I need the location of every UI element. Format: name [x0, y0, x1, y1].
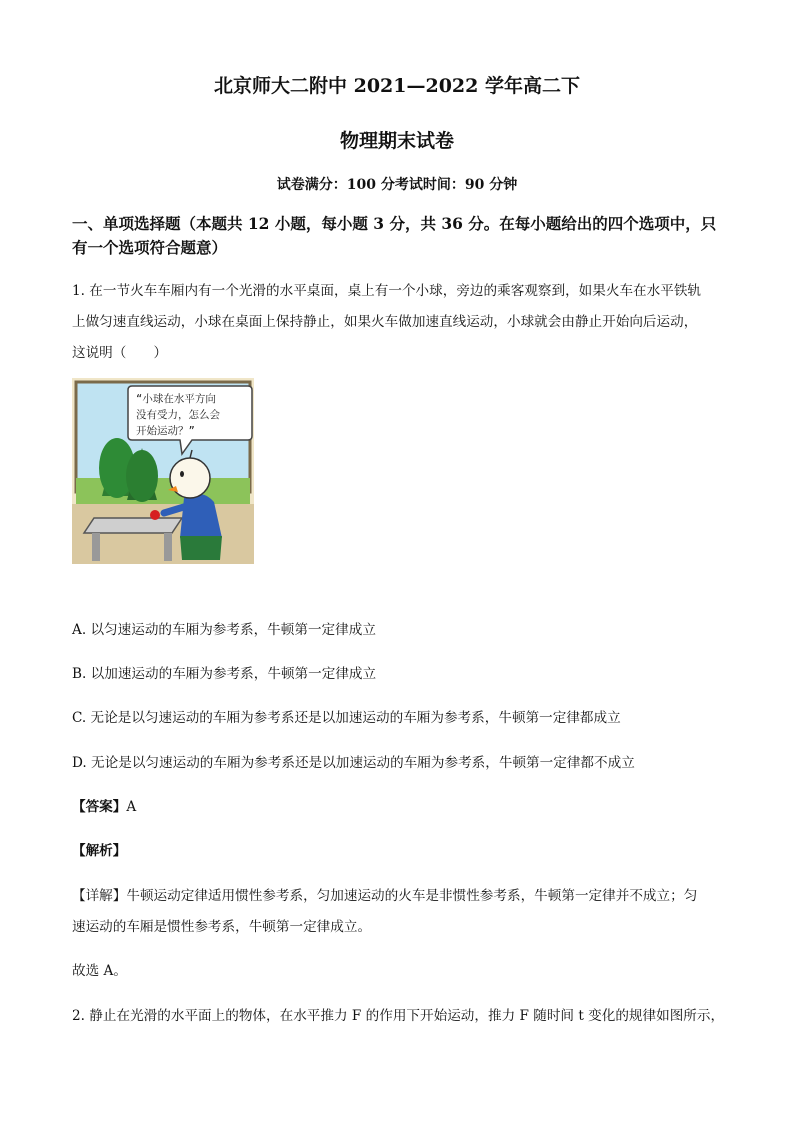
question-1-stem-line2: 上做匀速直线运动，小球在桌面上保持静止，如果火车做加速直线运动，小球就会由静止开始向后运动，: [72, 314, 698, 330]
question-1-stem-line3: 这说明（ ）: [72, 345, 168, 361]
option-d: D. 无论是以匀速运动的车厢为参考系还是以加速运动的车厢为参考系，牛顿第一定律都不成立: [72, 755, 635, 771]
exam-info: 试卷满分：100 分考试时间：90 分钟: [276, 177, 518, 193]
answer-tag: 【答案】: [72, 799, 127, 815]
cartoon-figure: [72, 378, 254, 564]
option-c: C. 无论是以匀速运动的车厢为参考系还是以加速运动的车厢为参考系，牛顿第一定律都成立: [72, 710, 621, 726]
page-title: 北京师大二附中 2021—2022 学年高二下: [214, 75, 580, 97]
question-1-stem-line1: 1. 在一节火车车厢内有一个光滑的水平桌面，桌上有一个小球，旁边的乘客观察到，如果火车在水平铁轨: [72, 283, 702, 299]
answer-line: [72, 795, 136, 815]
question-1-illustration: [72, 378, 254, 564]
option-b: B. 以加速运动的车厢为参考系，牛顿第一定律成立: [72, 666, 377, 682]
speech-bubble-line1: “小球在水平方向: [136, 393, 216, 405]
section-heading-line2: 有一个选项符合题意）: [72, 238, 228, 257]
option-a: A. 以匀速运动的车厢为参考系，牛顿第一定律成立: [72, 622, 376, 638]
question-2-stem-line1: 2. 静止在光滑的水平面上的物体，在水平推力 F 的作用下开始运动，推力 F 随时间 t 变化的规律如图所示，: [72, 1008, 725, 1024]
speech-bubble-line3: 开始运动？”: [136, 425, 195, 437]
section-heading-line1: 一、单项选择题（本题共 12 小题，每小题 3 分，共 36 分。在每小题给出的四个选项中，只: [72, 214, 717, 233]
speech-bubble-line2: 没有受力，怎么会: [136, 409, 220, 421]
answer-value: A: [126, 799, 137, 815]
analysis-line: [72, 839, 126, 859]
conclusion: 故选 A。: [72, 963, 127, 979]
detail-line1: 【详解】牛顿运动定律适用惯性参考系，匀加速运动的火车是非惯性参考系，牛顿第一定律并不成立；匀: [72, 888, 698, 904]
page-subtitle: 物理期末试卷: [339, 130, 454, 152]
detail-line2: 速运动的车厢是惯性参考系，牛顿第一定律成立。: [72, 919, 372, 935]
analysis-tag: 【解析】: [72, 843, 127, 859]
